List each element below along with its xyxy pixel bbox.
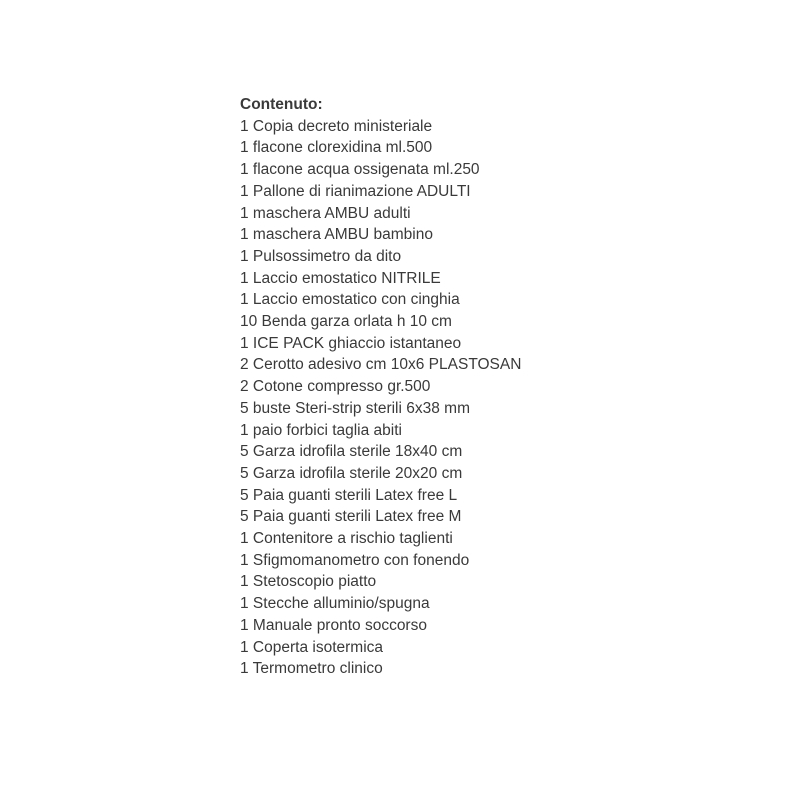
list-item: 1 Sfigmomanometro con fonendo	[240, 551, 470, 569]
list-item: 5 Paia guanti sterili Latex free M	[240, 508, 462, 526]
list-item: 1 flacone acqua ossigenata ml.250	[240, 161, 480, 179]
list-item: 1 Stecche alluminio/spugna	[240, 595, 430, 613]
contents-heading: Contenuto:	[240, 96, 323, 113]
list-item: 5 Paia guanti sterili Latex free L	[240, 486, 458, 504]
list-item: 1 Pulsossimetro da dito	[240, 247, 402, 265]
contents-section	[240, 94, 760, 680]
list-item: 1 flacone clorexidina ml.500	[240, 139, 433, 157]
list-item: 10 Benda garza orlata h 10 cm	[240, 313, 452, 331]
list-item: 1 maschera AMBU bambino	[240, 226, 433, 244]
list-item: 1 Manuale pronto soccorso	[240, 616, 427, 634]
list-item: 1 Stetoscopio piatto	[240, 573, 377, 591]
list-item: 1 Coperta isotermica	[240, 638, 384, 656]
contents-list	[240, 116, 760, 680]
list-item: 1 paio forbici taglia abiti	[240, 421, 402, 439]
list-item: 1 Laccio emostatico con cinghia	[240, 291, 460, 309]
list-item: 5 Garza idrofila sterile 18x40 cm	[240, 443, 463, 461]
list-item: 1 Copia decreto ministeriale	[240, 117, 433, 135]
list-item: 2 Cotone compresso gr.500	[240, 378, 431, 396]
list-item: 2 Cerotto adesivo cm 10x6 PLASTOSAN	[240, 356, 522, 374]
list-item: 1 maschera AMBU adulti	[240, 204, 411, 222]
list-item: 1 ICE PACK ghiaccio istantaneo	[240, 334, 462, 352]
list-item: 5 Garza idrofila sterile 20x20 cm	[240, 464, 463, 482]
list-item: 1 Contenitore a rischio taglienti	[240, 530, 453, 548]
list-item: 1 Termometro clinico	[240, 660, 383, 678]
list-item: 1 Pallone di rianimazione ADULTI	[240, 182, 471, 200]
list-item: 5 buste Steri-strip sterili 6x38 mm	[240, 399, 470, 417]
list-item: 1 Laccio emostatico NITRILE	[240, 269, 441, 287]
